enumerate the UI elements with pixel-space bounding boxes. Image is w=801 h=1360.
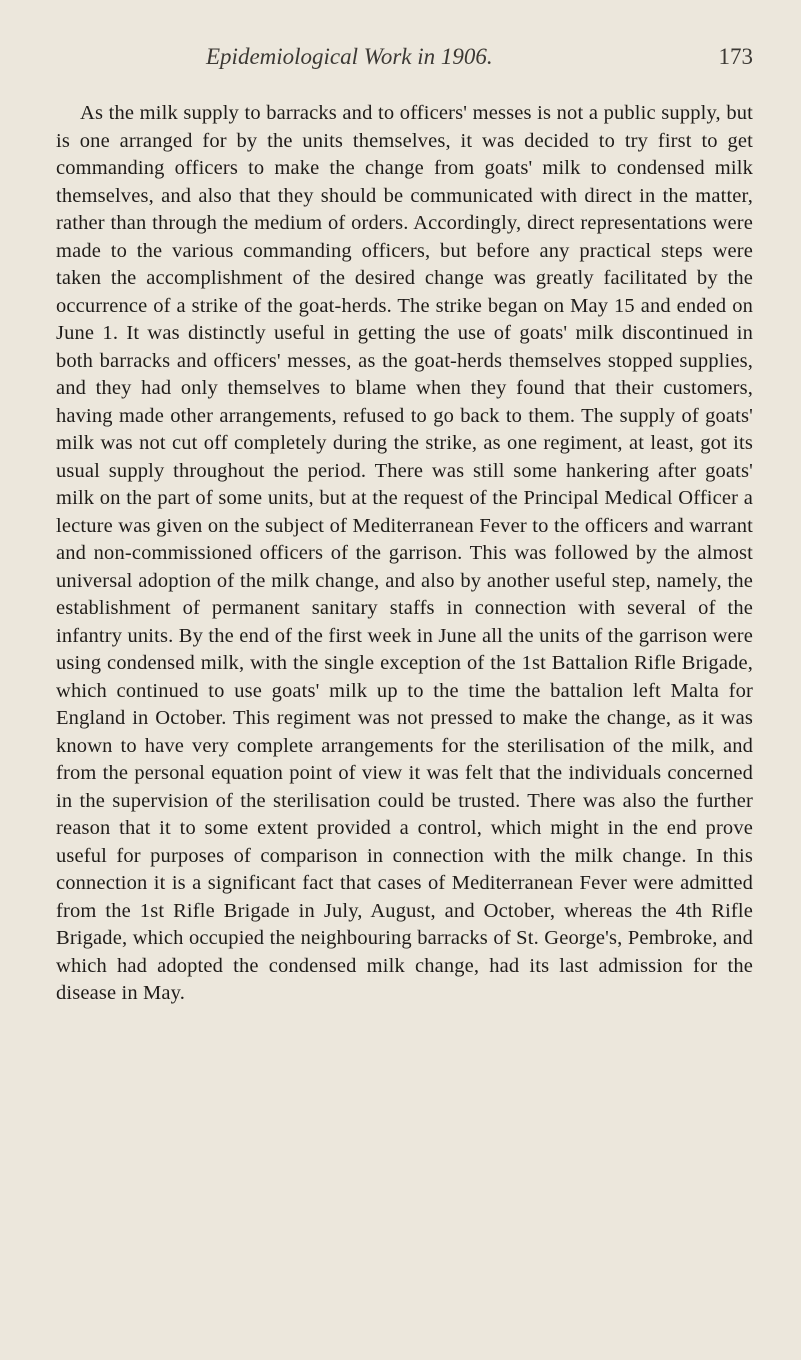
body-paragraph: As the milk supply to barracks and to officers' messes is not a public supply, but is one arranged for by the units themselves, it was decided to try first to get commanding officers to make the change from goats' milk to condensed milk themselves, and also that they should be communicated with direct in the matter, rather than through the medium of orders. Accordingly, direct representations were made to the various commanding officers, but before any practical steps were taken the accomplishment of the desired change was greatly facilitated by the occurrence of a strike of the goat-herds. The strike began on May 15 and ended on June 1. It was distinctly useful in getting the use of goats' milk discontinued in both barracks and officers' messes, as the goat-herds themselves stopped supplies, and they had only themselves to blame when they found that their customers, having made other arrangements, refused to go back to them. The supply of goats' milk was not cut off completely during the strike, as one regiment, at least, got its usual supply throughout the period. There was still some hankering after goats' milk on the part of some units, but at the request of the Principal Medical Officer a lecture was given on the subject of Mediterranean Fever to the officers and warrant and non-commissioned officers of the garrison. This was followed by the almost universal adoption of the milk change, and also by another useful step, namely, the establishment of permanent sanitary staffs in connection with several of the infantry units. By the end of the first week in June all the units of the garrison were using condensed milk, with the single exception of the 1st Battalion Rifle Brigade, which continued to use goats' milk up to the time the battalion left Malta for England in October. This regiment was not pressed to make the change, as it was known to have very complete arrangements for the sterilisation of the milk, and from the personal equation point of view it was felt that the individuals concerned in the supervision of the sterilisation could be trusted. There was also the further reason that it to some extent provided a control, which might in the end prove useful for purposes of comparison in connection with the milk change. In this connection it is a significant fact that cases of Mediterranean Fever were admitted from the 1st Rifle Brigade in July, August, and October, whereas the 4th Rifle Brigade, which occupied the neighbouring barracks of St. George's, Pembroke, and which had adopted the condensed milk change, had its last admission for the disease in May. [56, 102, 753, 1004]
running-title: Epidemiological Work in 1906. [206, 44, 493, 69]
running-head [56, 42, 753, 76]
page-number: 173 [718, 44, 753, 69]
